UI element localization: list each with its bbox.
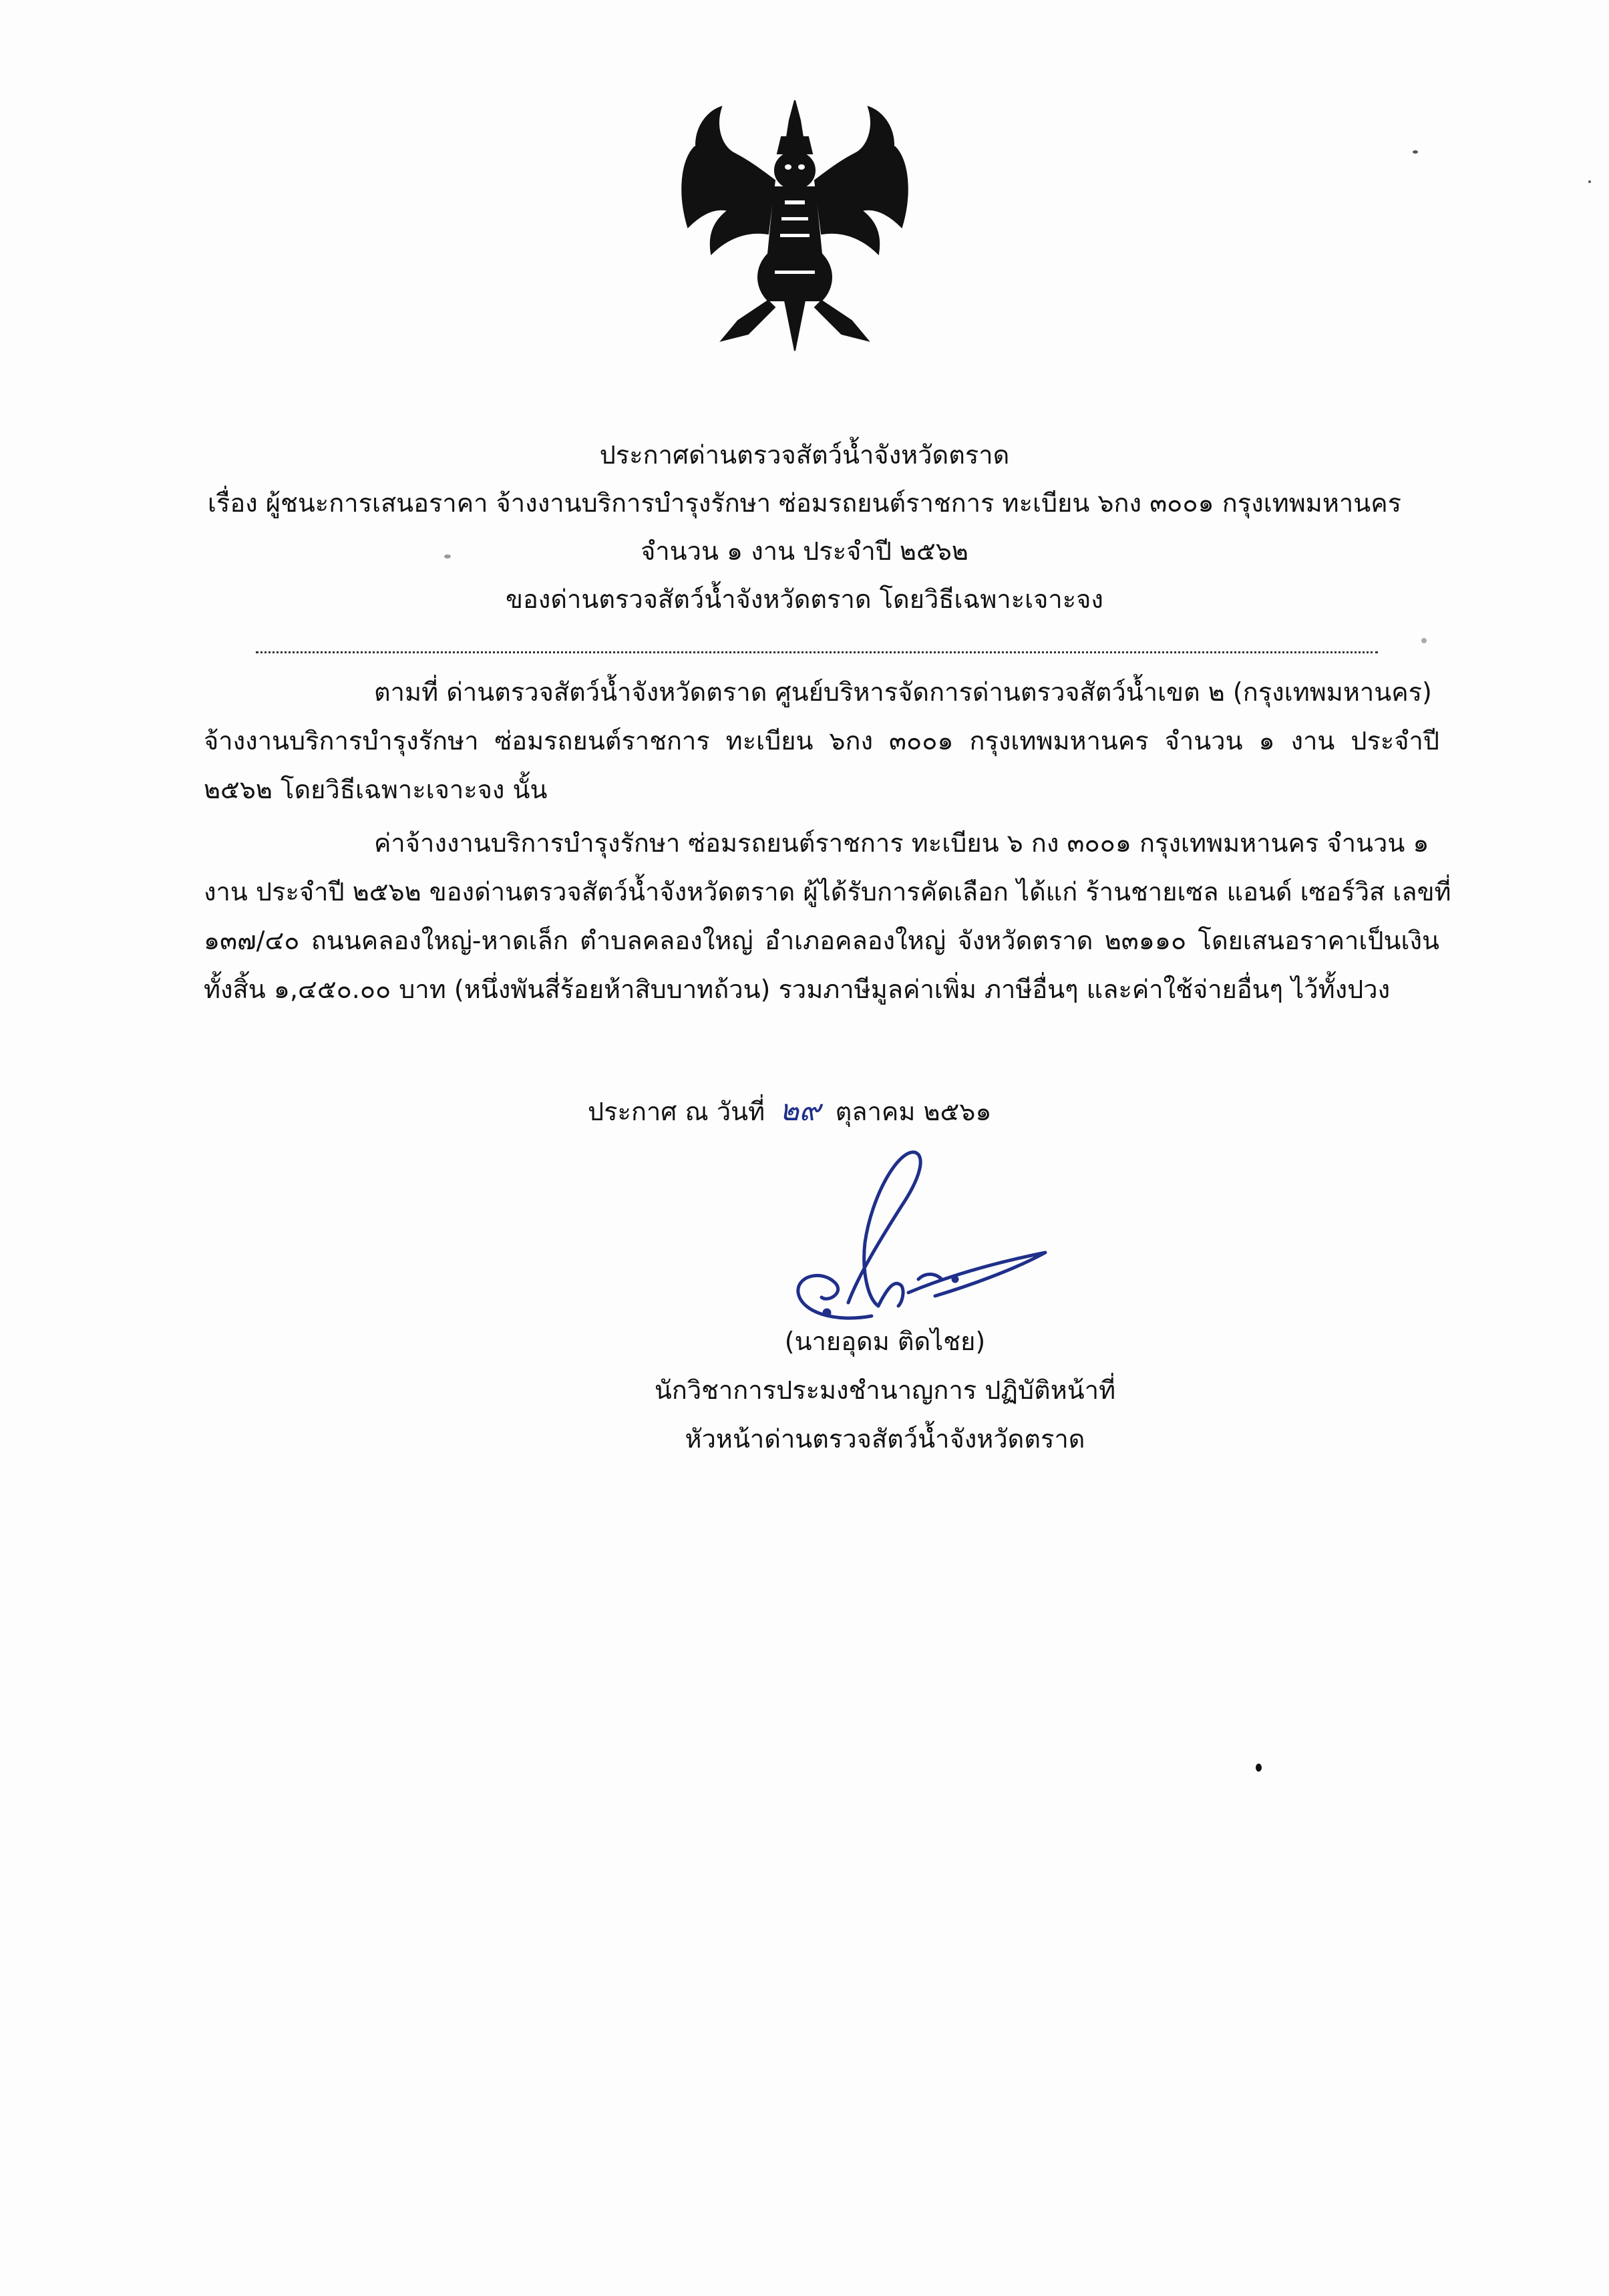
signatory-name: (นายอุดม ติดไชย) [784,1327,986,1356]
paragraph1-line1: ตามที่ ด่านตรวจสัตว์น้ำจังหวัดตราด ศูนย์บริหารจัดการด่านตรวจสัตว์น้ำเขต ๒ (กรุงเทพมหานคร) [374,677,1432,707]
paragraph2-line4: ทั้งสิ้น ๑,๔๕๐.๐๐ บาท (หนึ่งพันสี่ร้อยห้าสิบบาทถ้วน) รวมภาษีมูลค่าเพิ่ม ภาษีอื่นๆ และค่าใช้จ่ายอื่นๆ ไว้ทั้งปวง [204,975,1391,1004]
announcement-subject-line3: ของด่านตรวจสัตว์น้ำจังหวัดตราด โดยวิธีเฉพาะเจาะจง [505,585,1103,614]
announcement-subject: เรื่อง ผู้ชนะการเสนอราคา จ้างงานบริการบำรุงรักษา ซ่อมรถยนต์ราชการ ทะเบียน ๖กง ๓๐๐๑ กรุงเทพมหานคร [207,488,1402,518]
signatory-title: หัวหน้าด่านตรวจสัตว์น้ำจังหวัดตราด [685,1424,1085,1454]
announcement-date [588,1087,992,1136]
paragraph2-line2: งาน ประจำปี ๒๕๖๒ ของด่านตรวจสัตว์น้ำจังหวัดตราด ผู้ได้รับการคัดเลือก ได้แก่ ร้านชายเซล แอนด์ เซอร์วิส เลขที่ [204,877,1451,907]
paragraph2-line3: ๑๓๗/๔๐ ถนนคลองใหญ่-หาดเล็ก ตำบลคลองใหญ่ อำเภอคลองใหญ่ จังหวัดตราด ๒๓๑๑๐ โดยเสนอราคาเป็นเงิน [204,926,1439,955]
paragraph2-line1: ค่าจ้างงานบริการบำรุงรักษา ซ่อมรถยนต์ราชการ ทะเบียน ๖ กง ๓๐๐๑ กรุงเทพมหานคร จำนวน ๑ [374,828,1429,858]
scan-speck [1413,150,1418,154]
scan-speck [1256,1764,1262,1772]
announcement-subject-line2: จำนวน ๑ งาน ประจำปี ๒๕๖๒ [641,536,968,566]
announcement-month-year: ตุลาคม ๒๕๖๑ [835,1097,992,1126]
paragraph1-line2: จ้างงานบริการบำรุงรักษา ซ่อมรถยนต์ราชการ ทะเบียน ๖กง ๓๐๐๑ กรุงเทพมหานคร จำนวน ๑ งาน ประจำปี [204,726,1439,756]
paragraph1-line3: ๒๕๖๒ โดยวิธีเฉพาะเจาะจง นั้น [204,775,548,804]
scan-speck [1588,180,1591,183]
announcement-date-prefix: ประกาศ ณ วันที่ [588,1097,765,1126]
handwritten-signature [735,1142,1055,1343]
scan-speck [444,554,451,558]
scan-speck [1421,638,1427,643]
signatory-position: นักวิชาการประมงชำนาญการ ปฏิบัติหน้าที่ [654,1375,1116,1405]
announcement-title: ประกาศด่านตรวจสัตว์น้ำจังหวัดตราด [599,440,1010,470]
garuda-emblem-icon [675,100,915,354]
handwritten-day: ๒๙ [779,1094,821,1128]
separator-dotted-line [256,651,1378,653]
